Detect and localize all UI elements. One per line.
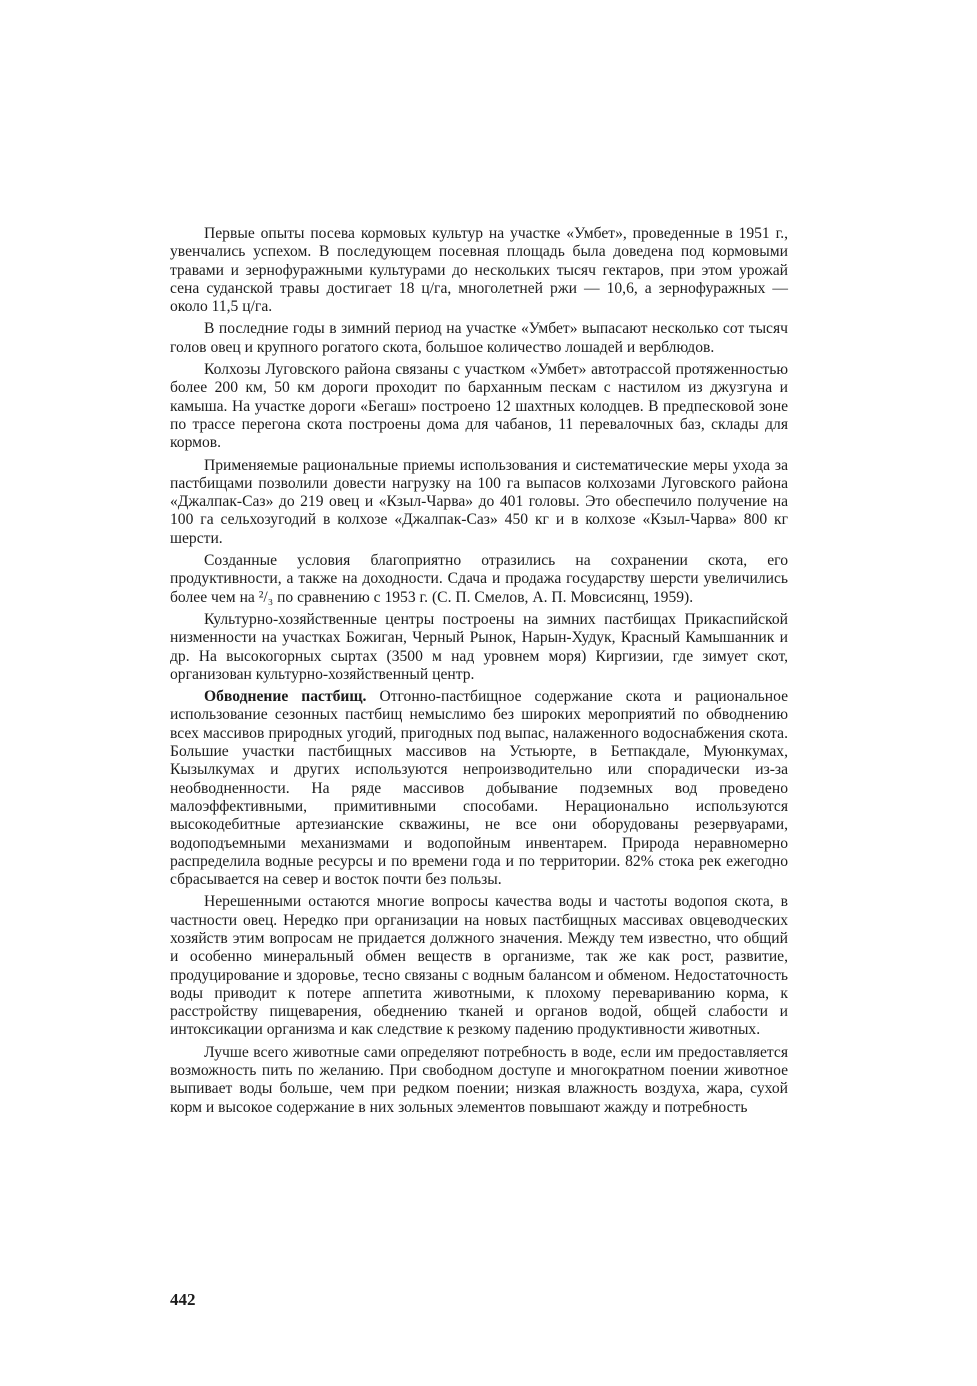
paragraph: [170, 611, 788, 684]
page-body: [170, 225, 788, 1121]
paragraph-text: Культурно-хозяйственные центры построены на зимних пастбищах Прикаспийской низменности на участках Божиган, Черный Рынок, Нарын-Худук, Красный Камышанник и др. На высокогорных сыртах (3500 м над уровнем моря) Киргизии, где зимует скот, организован культурно-хозяйственный центр.: [170, 610, 788, 683]
paragraph-section-watering: [170, 688, 788, 889]
paragraph: [170, 225, 788, 316]
paragraph: [170, 893, 788, 1039]
paragraph: [170, 552, 788, 607]
paragraph-text: Отгонно-пастбищное содержание скота и рациональное использование сезонных пастбищ немыслимо без широких мероприятий по обводнению всех массивов природных угодий, пригодных под выпас, налаженного водоснабжения скота. Большие участки пастбищных массивов на Устьюрте, в Бетпакдале, Муюнкумах, Кызылкумах и других используются непроизводительно или спорадически из-за необводненности. На ряде массивов добывание подземных вод проведено малоэффективными, примитивными способами. Нерационально используются высокодебитные артезианские скважины, не все они оборудованы резервуарами, водоподъемными механизмами и водопойным инвентарем. Природа неравномерно распределила водные ресурсы и по времени года и по территории. 82% стока рек ежегодно сбрасывается на север и восток почти без пользы.: [170, 688, 788, 889]
paragraph-text: Первые опыты посева кормовых культур на участке «Умбет», проведенные в 1951 г., увенчались успехом. В последующем посевная площадь была доведена под кормовыми травами и зернофуражными культурами до нескольких тысяч гектаров, при этом урожай сена суданской травы достигает 18 ц/га, многолетней ржи — 10,6, а зернофуражных — около 11,5 ц/га.: [170, 225, 788, 316]
paragraph: [170, 320, 788, 357]
page-number: 442: [170, 1290, 196, 1309]
paragraph-text: Лучше всего животные сами определяют потребность в воде, если им предоставляется возможность пить по желанию. При свободном доступе и многократном поении животное выпивает воды больше, чем при редком поении; низкая влажность воздуха, жара, сухой корм и высокое содержание в них зольных элементов повышают жажду и потребность: [170, 1043, 788, 1116]
paragraph: [170, 361, 788, 452]
paragraph: [170, 457, 788, 548]
paragraph-text: Нерешенными остаются многие вопросы качества воды и частоты водопоя скота, в частности овец. Нередко при организации на новых пастбищных массивах овцеводческих хозяйств этим вопросам не придается должного значения. Между тем известно, что общий и особенно минеральный обмен веществ в организме, так же как рост, развитие, продуцирование и здоровье, тесно связаны с водным балансом и обменом. Недостаточность воды приводит к потере аппетита животными, к плохому перевариванию корма, к расстройству пищеварения, обеднению тканей и органов водой, общей слабости и интоксикации организма и как следствие к резкому падению продуктивности животных.: [170, 893, 788, 1039]
paragraph-text: Применяемые рациональные приемы использования и систематические меры ухода за пастбищами позволили довести нагрузку на 100 га выпасов колхозами Луговского района «Джалпак-Саз» до 219 овец и «Кзыл-Чарва» до 401 головы. Это обеспечило получение на 100 га сельхозугодий в колхозе «Джалпак-Саз» 450 кг и в колхозе «Кзыл-Чарва» 800 кг шерсти.: [170, 456, 788, 547]
paragraph: [170, 1044, 788, 1117]
paragraph-text: Колхозы Луговского района связаны с участком «Умбет» автотрассой протяженностью более 200 км, 50 км дороги проходит по барханным пескам с настилом из джузгуна и камыша. На участке дороги «Бегаш» построено 12 шахтных колодцев. В предпесковой зоне по трассе перегона скота построены дома для чабанов, 11 перевалочных баз, склады для кормов.: [170, 361, 788, 452]
section-heading: Обводнение пастбищ.: [204, 688, 367, 706]
paragraph-text: Созданные условия благоприятно отразились на сохранении скота, его продуктивности, а также на доходности. Сдача и продажа государству шерсти увеличились более чем на ²/₃ по сравнению с 1953 г. (С. П. Смелов, А. П. Мовсисянц, 1959).: [170, 552, 788, 606]
paragraph-text: В последние годы в зимний период на участке «Умбет» выпасают несколько сот тысяч голов овец и крупного рогатого скота, большое количество лошадей и верблюдов.: [170, 320, 788, 356]
